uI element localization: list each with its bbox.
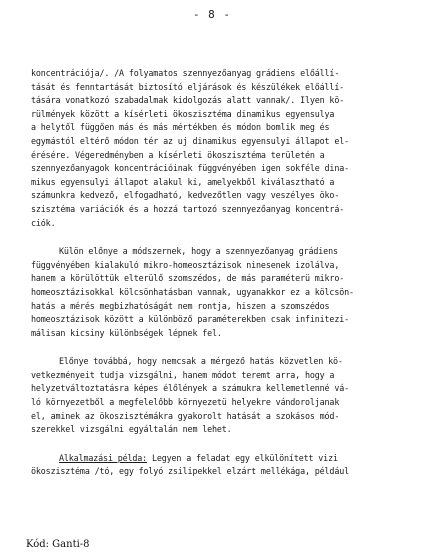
text-line: hanem a körülöttük elterülő szomszédos, de más paraméterü mikro- <box>31 273 345 284</box>
text-line <box>31 452 419 466</box>
text-line: helyzetváltoztatásra képes élőlények a számukra kellemetlenné vá- <box>31 383 349 394</box>
page-number: - 8 - <box>192 8 232 21</box>
body-text <box>31 67 419 479</box>
paragraph <box>31 452 419 479</box>
paragraph <box>31 67 419 230</box>
text-line: egymástól eltérő módon tér az uj dinamikus egyensulyi állapot el- <box>31 135 349 146</box>
example-label: Alkalmazási példa: <box>59 452 148 463</box>
text-line: szisztéma variációk és a hozzá tartozó szennyezőanyag koncentrá- <box>31 203 345 214</box>
text-line: érésére. Végeredményben a kísérleti ökoszisztéma területén a <box>31 149 325 160</box>
paragraph <box>31 245 419 340</box>
text-line: szerekkel vizsgálni egyáltalán nem lehet. <box>31 424 232 435</box>
text-line: rülmények között a kísérleti ökoszisztéma dinamikus egyensulya <box>31 108 335 119</box>
text-line: ökoszisztéma /tó, egy folyó zsilipekkel elzárt mellékága, például <box>31 466 349 477</box>
text-line: Előnye továbbá, hogy nemcsak a mérgező hatás közvetlen kö- <box>59 356 343 367</box>
text-line: hatás a mérés megbizhatóságát nem rontja, hiszen a szomszédos <box>31 300 330 311</box>
text-line: a helytől függően más és más mértékben és módon bomlik meg és <box>31 122 330 133</box>
text-line: mikus egyensulyi állapot alakul ki, amelyekből kiválasztható a <box>31 176 335 187</box>
text-line: számunkra kedvező, elfogadható, kedvezőtlen vagy veszélyes öko- <box>31 190 340 201</box>
text-line: homeosztázisok között a különböző paraméterekben csak infinitezi- <box>31 314 349 325</box>
text-line: tását és fenntartását biztosító eljárások és készülékek előállí- <box>31 81 345 92</box>
text-line: homeosztázisokkal kölcsönhatásban vannak, ugyanakkor ez a kölcsön- <box>31 286 354 297</box>
text-line: szennyezőanyagok koncentrációinak függvényében igen sokféle dina- <box>31 163 349 174</box>
text-line: függvényében kialakuló mikro-homeosztázisok ninesenek izolálva, <box>31 259 340 270</box>
text-segment: Legyen a feladat egy elkülönített vizi <box>147 452 338 463</box>
paragraph <box>31 355 419 437</box>
footer-code: Kód: Ganti-8 <box>26 539 90 550</box>
text-line: el, aminek az ökoszisztémákra gyakorolt hatását a szokásos mód- <box>31 410 340 421</box>
text-line: koncentrációja/. /A folyamatos szennyezőanyag grádiens előállí- <box>31 68 340 78</box>
text-line: Külön előnye a módszernek, hogy a szennyezőanyag grádiens <box>59 246 338 257</box>
text-line: ciók. <box>31 217 56 228</box>
text-line: tására vonatkozó szabadalmak kidolgozás alatt vannak/. Ilyen kö- <box>31 95 345 106</box>
text-line: ló környezetből a megfelelőbb környezetü helyekre vándoroljanak <box>31 397 340 408</box>
text-line: vetkezményeit tudja vizsgálni, hanem módot teremt arra, hogy a <box>31 369 335 380</box>
text-line: málisan kicsiny különbségek lépnek fel. <box>31 327 222 338</box>
